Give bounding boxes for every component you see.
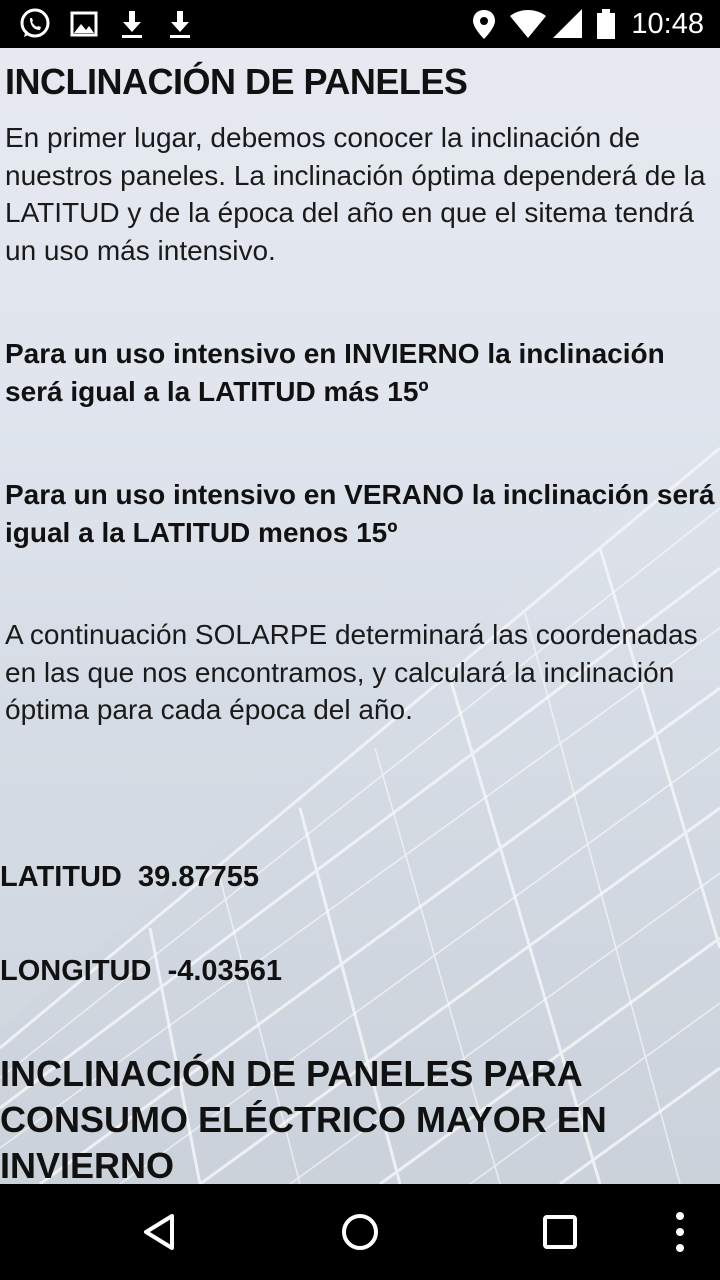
recents-icon[interactable]: [536, 1208, 584, 1256]
latitude-row: [0, 861, 259, 894]
status-bar: [0, 0, 720, 48]
download-icon: [162, 6, 198, 42]
back-icon[interactable]: [136, 1208, 184, 1256]
gallery-icon: [66, 6, 102, 42]
whatsapp-icon: [17, 6, 53, 42]
battery-icon: [594, 6, 618, 42]
longitude-label: LONGITUD: [0, 955, 152, 987]
longitude-value: -4.03561: [167, 955, 283, 987]
continuation-paragraph: A continuación SOLARPE determinará las coordenadas en las que nos encontramos, y calculará la inclinación óptima para cada época del año.: [5, 619, 698, 725]
wifi-icon: [508, 6, 548, 42]
status-time: 10:48: [631, 8, 704, 40]
location-icon: [466, 6, 502, 42]
page-title: INCLINACIÓN DE PANELES: [5, 61, 468, 102]
home-icon[interactable]: [336, 1208, 384, 1256]
latitude-label: LATITUD: [0, 861, 122, 893]
section-title: INCLINACIÓN DE PANELES PARA CONSUMO ELÉCTRICO MAYOR EN INVIERNO: [0, 1053, 607, 1184]
intro-paragraph: En primer lugar, debemos conocer la inclinación de nuestros paneles. La inclinación óptima dependerá de la LATITUD y de la época del año en que el sitema tendrá un uso más intensivo.: [5, 122, 706, 266]
longitude-row: [0, 955, 282, 988]
more-icon[interactable]: [656, 1208, 704, 1256]
summer-rule-text: Para un uso intensivo en VERANO la inclinación será igual a la LATITUD menos 15º: [5, 479, 715, 548]
latitude-value: 39.87755: [138, 861, 259, 893]
winter-rule-text: Para un uso intensivo en INVIERNO la inclinación será igual a la LATITUD más 15º: [5, 338, 665, 407]
navigation-bar: [0, 1184, 720, 1280]
download-icon: [114, 6, 150, 42]
signal-icon: [550, 6, 586, 42]
content-area[interactable]: [0, 48, 720, 1184]
